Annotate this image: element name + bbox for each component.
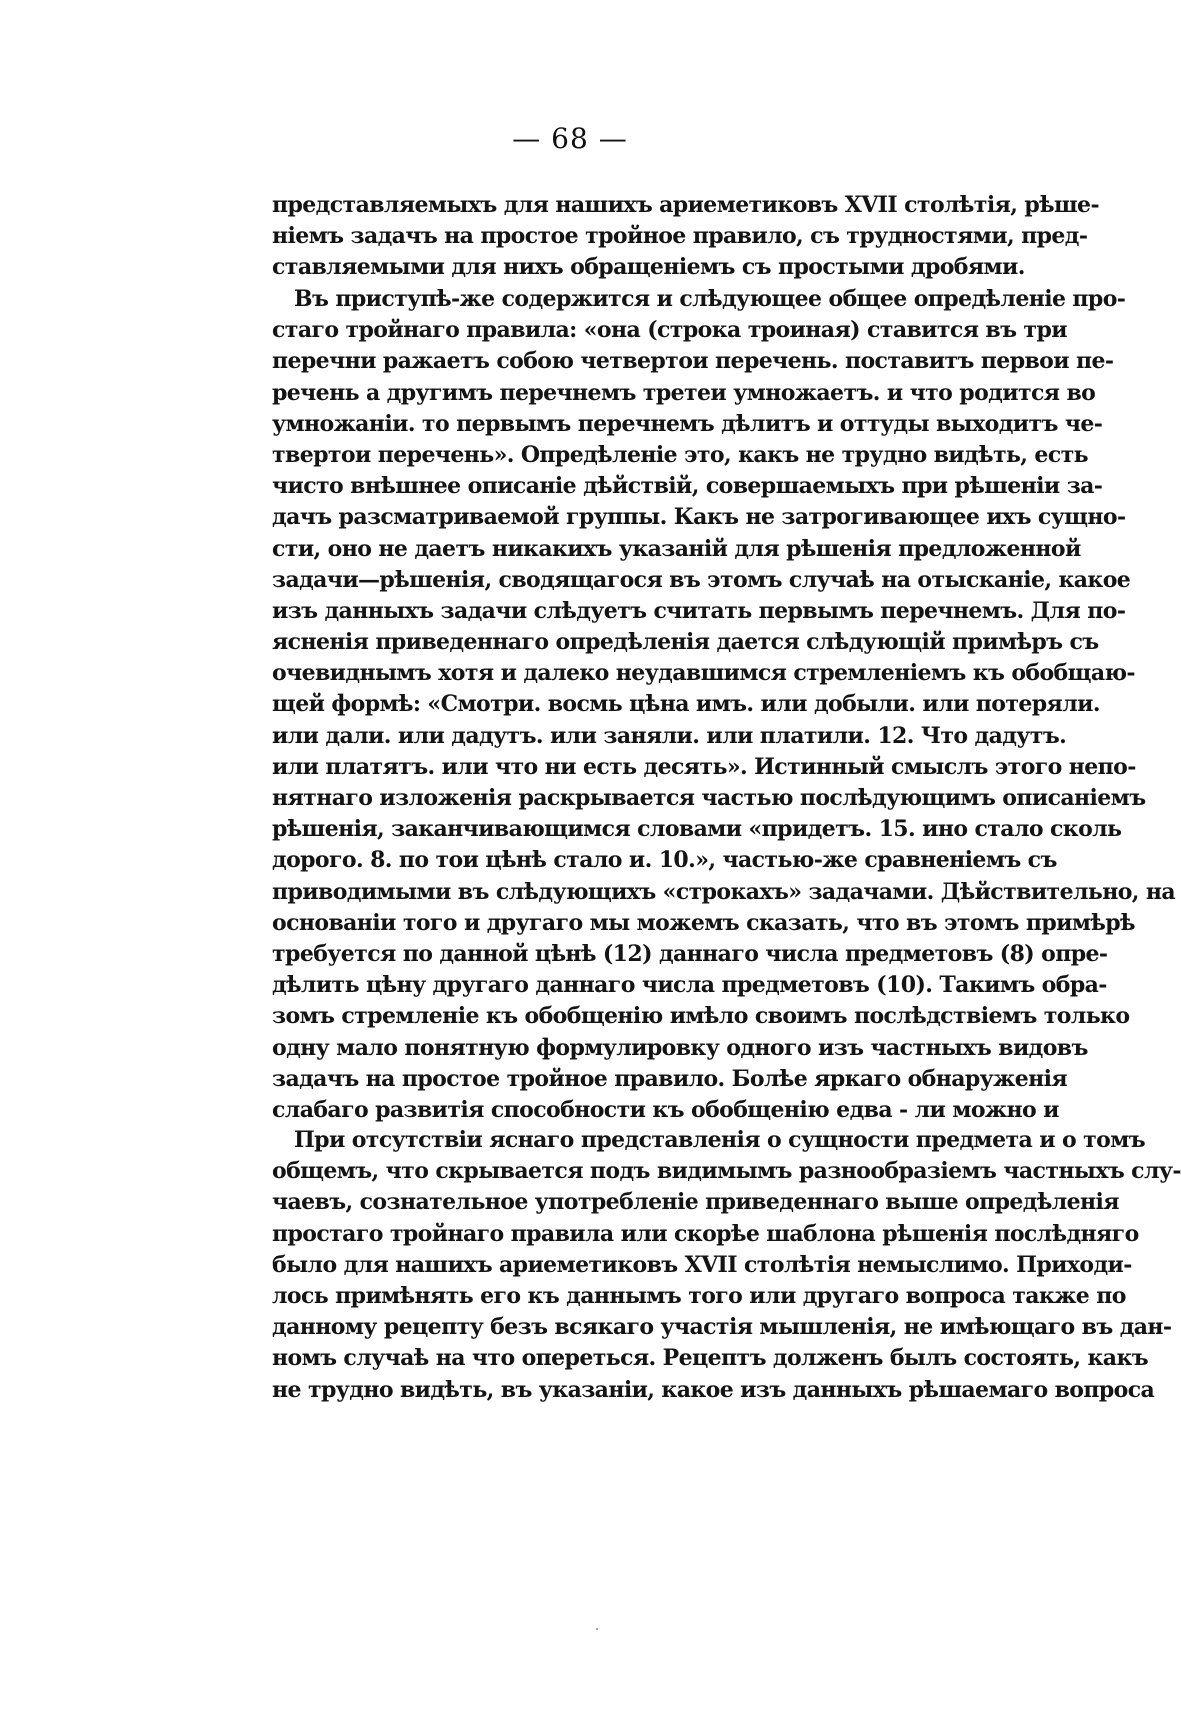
text-line: дачъ разсматриваемой группы. Какъ не затрогивающее ихъ сущно- bbox=[272, 504, 1126, 531]
paragraph-2 bbox=[272, 284, 1176, 1126]
page-number: — 68 — bbox=[512, 122, 628, 155]
text-line: Въ приступѣ-же содержится и слѣдующее общее опредѣленіе про- bbox=[294, 286, 1126, 312]
text-line: задачи—рѣшенія, сводящагося въ этомъ случаѣ на отысканіе, какое bbox=[272, 566, 1131, 593]
text-line: или платятъ. или что ни есть десять». Истинный смыслъ этого непо- bbox=[272, 753, 1136, 780]
text-line: стаго тройнаго правила: «она (строка троиная) ставится въ три bbox=[272, 317, 1067, 344]
text-line: твертои перечень». Опредѣленіе это, какъ не трудно видѣть, есть bbox=[272, 441, 1088, 468]
text-line: зомъ стремленіе къ обобщенію имѣло своимъ послѣдствіемъ только bbox=[272, 1003, 1130, 1030]
text-line: слабаго развитія способности къ обобщенію едва - ли можно и bbox=[272, 1096, 1059, 1123]
text-line: простаго тройнаго правила или скорѣе шаблона рѣшенія послѣдняго bbox=[272, 1220, 1139, 1247]
text-line: изъ данныхъ задачи слѣдуетъ считать первымъ перечнемъ. Для по- bbox=[272, 597, 1126, 624]
text-line: данному рецепту безъ всякаго участія мышленія, не имѣющаго въ дан- bbox=[272, 1314, 1172, 1341]
text-line: одну мало понятную формулировку одного изъ частныхъ видовъ bbox=[272, 1034, 1088, 1061]
text-line: ясненія приведеннаго опредѣленія дается слѣдующій примѣръ съ bbox=[272, 629, 1099, 656]
paragraph-3 bbox=[272, 1125, 1181, 1406]
scan-speck bbox=[596, 1628, 598, 1630]
text-line: дорого. 8. по тои цѣнѣ стало и. 10.», частью-же сравненіемъ съ bbox=[272, 847, 1057, 874]
text-line: ставляемыми для нихъ обращеніемъ съ простыми дробями. bbox=[272, 254, 1025, 281]
text-line: нятнаго изложенія раскрывается частью послѣдующимъ описаніемъ bbox=[272, 785, 1146, 811]
text-line: щей формѣ: «Смотри. восмь цѣна имъ. или добыли. или потеряли. bbox=[272, 691, 1100, 718]
paragraph-1 bbox=[272, 190, 1099, 284]
text-line: представляемыхъ для нашихъ ариеметиковъ XVII столѣтія, рѣше- bbox=[272, 192, 1099, 218]
text-line: было для нашихъ ариеметиковъ XVII столѣтія немыслимо. Приходи- bbox=[272, 1251, 1132, 1278]
text-line: номъ случаѣ на что опереться. Рецептъ долженъ былъ состоять, какъ bbox=[272, 1345, 1149, 1372]
text-line: не трудно видѣть, въ указаніи, какое изъ данныхъ рѣшаемаго вопроса bbox=[272, 1376, 1155, 1403]
text-line: рѣшенія, заканчивающимся словами «придетъ. 15. ино стало сколь bbox=[272, 816, 1122, 843]
text-line: чисто внѣшнее описаніе дѣйствій, совершаемыхъ при рѣшеніи за- bbox=[272, 473, 1103, 500]
text-line: дѣлить цѣну другаго даннаго числа предметовъ (10). Такимъ обра- bbox=[272, 972, 1107, 999]
text-line: речень а другимъ перечнемъ третеи умножаетъ. и что родится во bbox=[272, 379, 1096, 406]
text-line: общемъ, что скрывается подъ видимымъ разнообразіемъ частныхъ слу- bbox=[272, 1158, 1181, 1185]
text-line: сти, оно не даетъ никакихъ указаній для рѣшенія предложенной bbox=[272, 535, 1081, 562]
text-line: ніемъ задачъ на простое тройное правило, съ трудностями, пред- bbox=[272, 223, 1088, 250]
text-line: приводимыми въ слѣдующихъ «строкахъ» задачами. Дѣйствительно, на bbox=[272, 878, 1176, 905]
text-line: умножаніи. то первымъ перечнемъ дѣлитъ и оттуды выходитъ че- bbox=[272, 410, 1103, 437]
text-line: очевиднымъ хотя и далеко неудавшимся стремленіемъ къ обобщаю- bbox=[272, 660, 1135, 687]
text-line: основаніи того и другаго мы можемъ сказать, что въ этомъ примѣрѣ bbox=[272, 909, 1135, 936]
text-line: чаевъ, сознательное употребленіе приведеннаго выше опредѣленія bbox=[272, 1189, 1119, 1216]
text-line: При отсутствіи яснаго представленія о сущности предмета и о томъ bbox=[294, 1127, 1146, 1153]
text-line: требуется по данной цѣнѣ (12) даннаго числа предметовъ (8) опре- bbox=[272, 940, 1108, 967]
text-line: задачъ на простое тройное правило. Болѣе яркаго обнаруженія bbox=[272, 1065, 1068, 1092]
text-line: или дали. или дадутъ. или заняли. или платили. 12. Что дадутъ. bbox=[272, 722, 1067, 749]
text-line: перечни ражаетъ собою четвертои перечень. поставитъ первои пе- bbox=[272, 348, 1114, 375]
text-line: лось примѣнять его къ даннымъ того или другаго вопроса также по bbox=[272, 1282, 1126, 1309]
